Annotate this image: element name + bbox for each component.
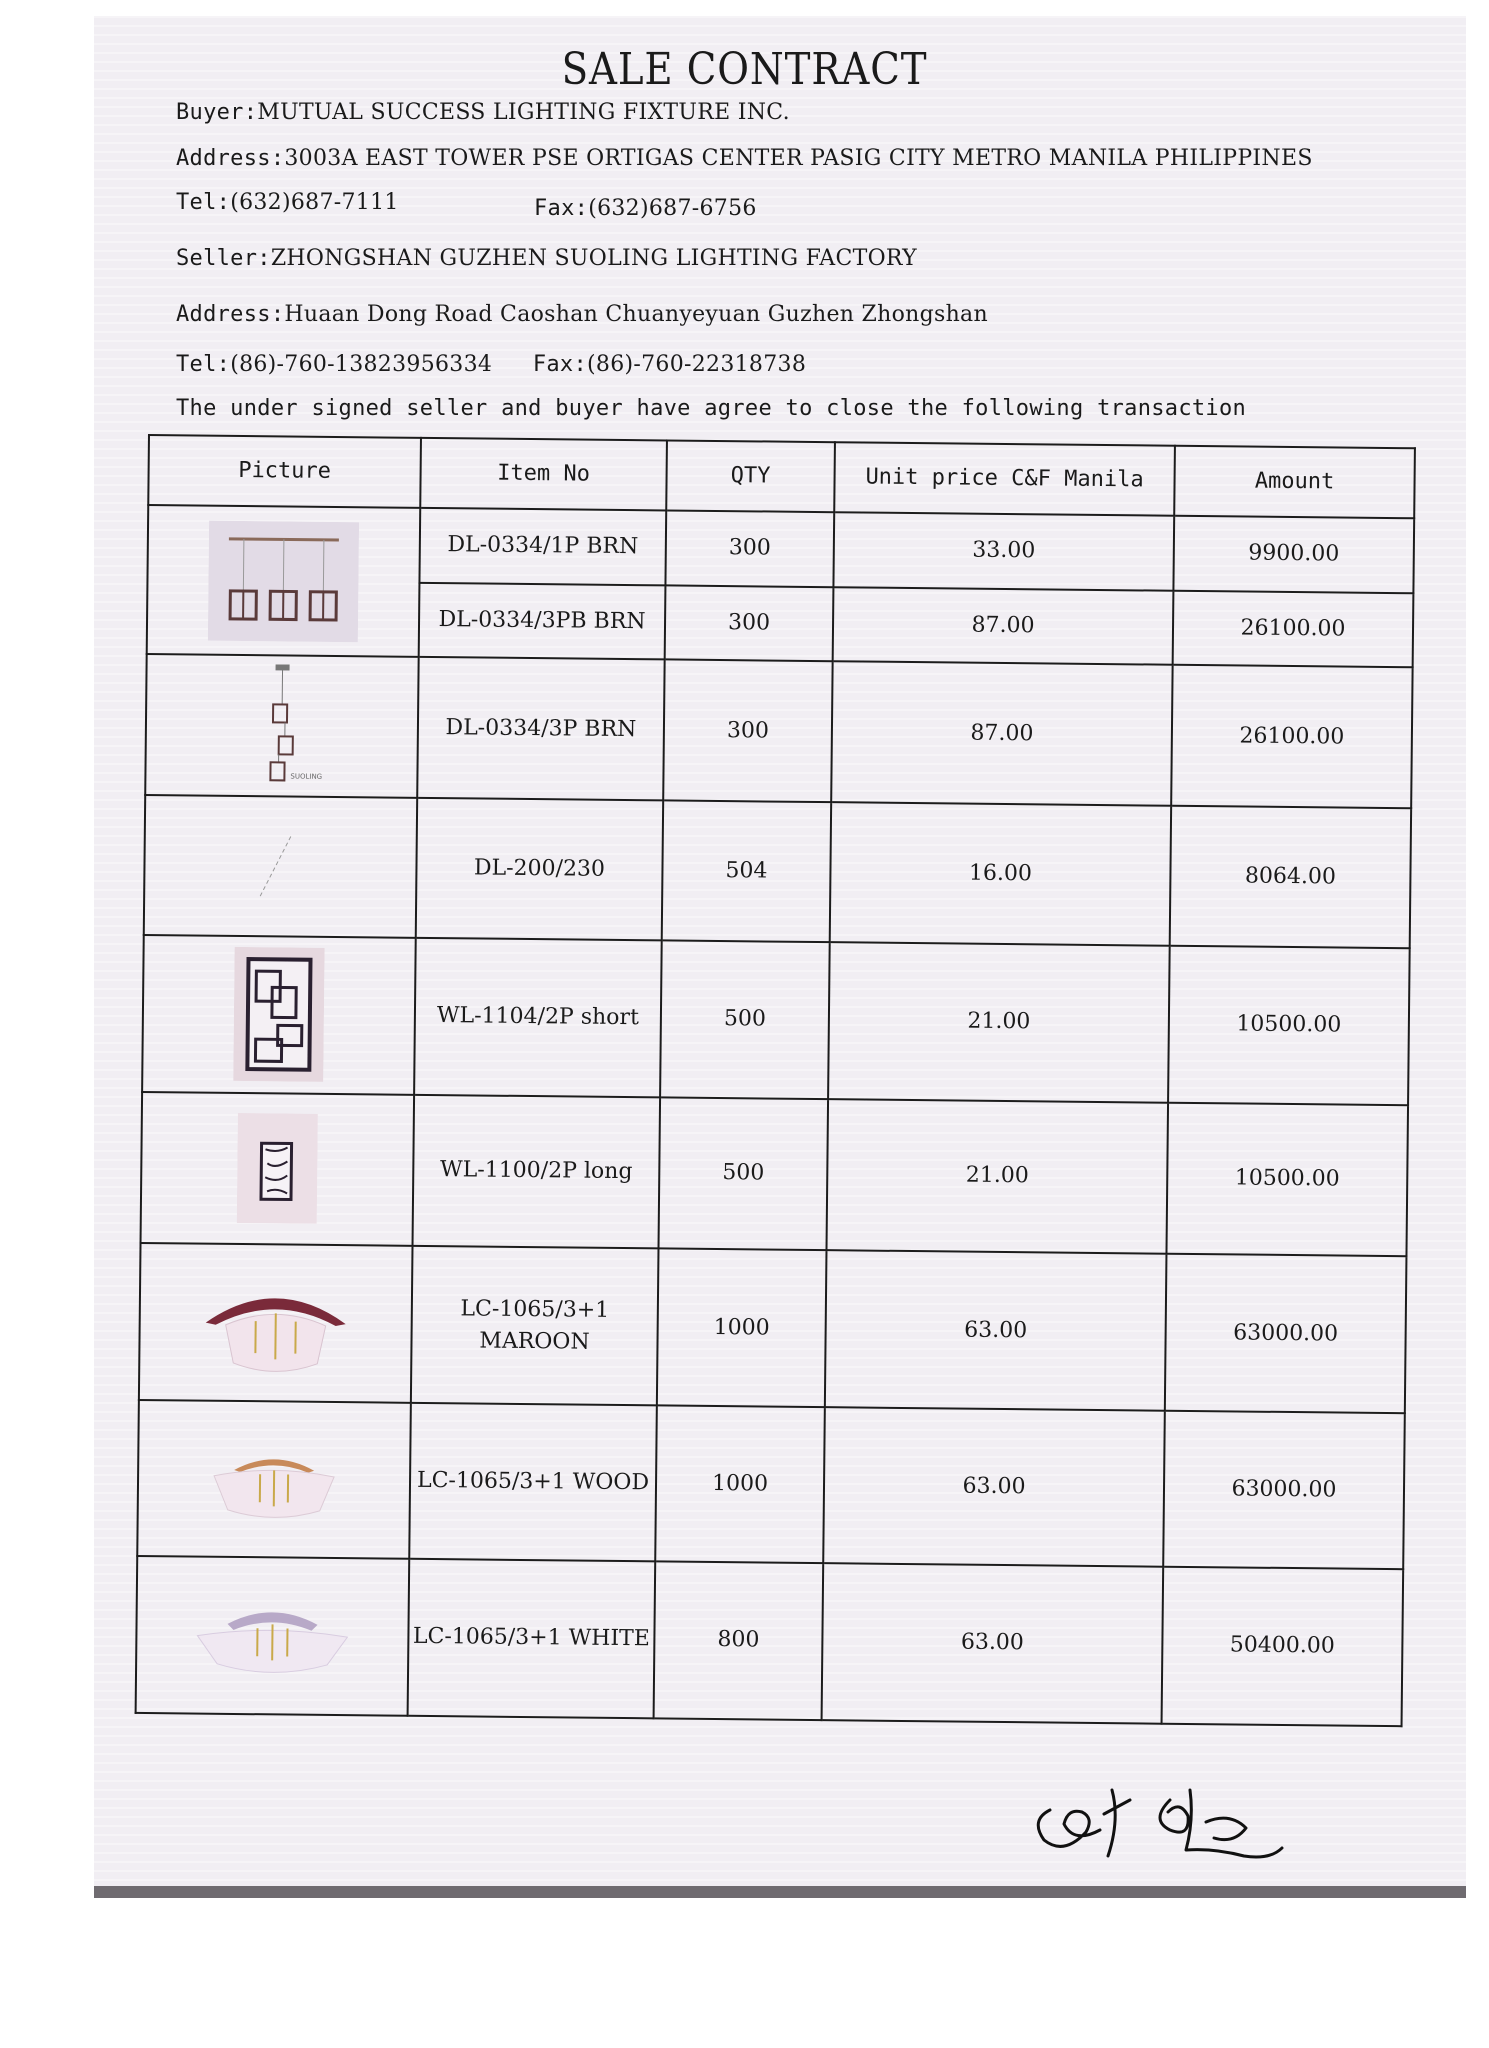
amount-cell: 50400.00 [1162, 1566, 1404, 1726]
ceiling-lamp-white-icon [177, 1580, 368, 1692]
wall-lamp-short-icon [233, 947, 324, 1082]
header-qty: QTY [666, 440, 835, 512]
document-title: SALE CONTRACT [561, 44, 928, 95]
seller-address-label: Address: [176, 302, 285, 327]
seller-address-line [176, 302, 988, 327]
seller-address-value: Huaan Dong Road Caoshan Chuanyeyuan Guzhen Zhongshan [284, 302, 988, 327]
buyer-fax-label: Fax: [534, 196, 589, 221]
items-table [135, 434, 1416, 1727]
item-no-cell: DL-0334/3PB BRN [419, 582, 666, 659]
amount-cell: 9900.00 [1173, 516, 1414, 593]
item-no-cell: DL-0334/1P BRN [419, 508, 666, 585]
item-no-cell: DL-0334/3P BRN [417, 657, 664, 801]
unit-price-cell: 33.00 [833, 512, 1174, 590]
item-no-cell: LC-1065/3+1 WHITE [408, 1558, 656, 1718]
seller-tel: (86)-760-13823956334 [230, 352, 493, 377]
unit-price-cell: 87.00 [831, 661, 1172, 806]
seller-contact-line [176, 352, 806, 377]
seller-tel-label: Tel: [176, 352, 231, 377]
item-no-cell: DL-200/230 [416, 798, 663, 940]
amount-cell: 8064.00 [1170, 806, 1411, 948]
qty-cell: 500 [658, 1097, 828, 1250]
seller-fax-label: Fax: [532, 352, 588, 377]
buyer-label: Buyer: [176, 100, 258, 125]
table-row [145, 654, 1412, 808]
unit-price-cell: 16.00 [830, 803, 1171, 946]
picture-cell [142, 934, 416, 1094]
item-no-cell: LC-1065/3+1 MAROON [411, 1246, 659, 1406]
item-no-cell: WL-1100/2P long [413, 1095, 661, 1249]
unit-price-cell: 21.00 [828, 942, 1170, 1103]
seller-name: ZHONGSHAN GUZHEN SUOLING LIGHTING FACTORY [270, 246, 917, 271]
header-picture: Picture [148, 435, 421, 508]
amount-cell: 10500.00 [1168, 945, 1410, 1105]
amount-cell: 10500.00 [1166, 1103, 1408, 1257]
unit-price-cell: 21.00 [826, 1099, 1168, 1254]
buyer-tel-label: Tel: [176, 190, 231, 215]
header-unit-price: Unit price C&F Manila [834, 442, 1175, 516]
buyer-address-label: Address: [176, 146, 285, 171]
qty-cell: 1000 [657, 1248, 827, 1407]
buyer-fax-line [534, 196, 757, 221]
header-amount: Amount [1174, 446, 1415, 519]
qty-cell: 300 [665, 585, 834, 661]
pendant-bar-lamp-icon [208, 520, 359, 642]
picture-cell [139, 1243, 413, 1403]
item-no-cell: WL-1104/2P short [414, 937, 662, 1097]
amount-cell: 63000.00 [1165, 1254, 1407, 1414]
amount-cell: 26100.00 [1173, 590, 1414, 667]
picture-cell [144, 795, 417, 937]
amount-cell: 63000.00 [1163, 1411, 1405, 1569]
table-row [147, 505, 1414, 593]
seller-label: Seller: [176, 246, 271, 271]
table-row [142, 934, 1410, 1105]
table-row [139, 1243, 1407, 1414]
buyer-name: MUTUAL SUCCESS LIGHTING FIXTURE INC. [257, 100, 790, 125]
seller-line [176, 246, 917, 271]
amount-cell: 26100.00 [1171, 665, 1412, 809]
picture-cell [136, 1556, 410, 1716]
buyer-address-value: 3003A EAST TOWER PSE ORTIGAS CENTER PASIG CITY METRO MANILA PHILIPPINES [284, 146, 1313, 171]
wall-lamp-long-icon [237, 1113, 318, 1224]
qty-cell: 300 [663, 660, 832, 803]
header-item-no: Item No [420, 438, 667, 511]
ceiling-lamp-maroon-icon [185, 1262, 366, 1384]
table-row [137, 1400, 1405, 1569]
picture-cell [141, 1092, 415, 1246]
transaction-statement: The under signed seller and buyer have agree to close the following transaction [176, 396, 1247, 421]
table-row [136, 1556, 1404, 1727]
ceiling-lamp-wood-icon [183, 1423, 364, 1535]
table-header-row [148, 435, 1415, 518]
picture-cell [145, 654, 418, 798]
qty-cell: 1000 [655, 1406, 825, 1563]
unit-price-cell: 63.00 [823, 1408, 1165, 1567]
qty-cell: 300 [665, 510, 834, 586]
buyer-tel: (632)687-7111 [230, 190, 399, 215]
table-row [144, 795, 1411, 947]
picture-cell [147, 505, 421, 657]
handwritten-signature [1020, 1760, 1300, 1870]
unit-price-cell: 63.00 [822, 1563, 1164, 1724]
seller-fax: (86)-760-22318738 [587, 352, 807, 377]
qty-cell: 504 [662, 801, 831, 942]
qty-cell: 800 [654, 1561, 824, 1720]
buyer-fax: (632)687-6756 [588, 196, 757, 221]
qty-cell: 500 [660, 940, 830, 1099]
table-row [141, 1092, 1409, 1256]
unit-price-cell: 63.00 [825, 1250, 1167, 1411]
unit-price-cell: 87.00 [833, 587, 1174, 665]
cascade-brand-label: SUOLING [290, 772, 323, 781]
picture-cell [137, 1400, 411, 1558]
blank-picture-icon [220, 816, 341, 917]
paper-edge [94, 1886, 1466, 1898]
buyer-line [176, 100, 790, 125]
cascade-pendant-lamp-icon [226, 664, 337, 789]
item-no-cell: LC-1065/3+1 WOOD [409, 1403, 657, 1561]
buyer-contact-line [176, 190, 399, 215]
buyer-address-line [176, 146, 1313, 171]
